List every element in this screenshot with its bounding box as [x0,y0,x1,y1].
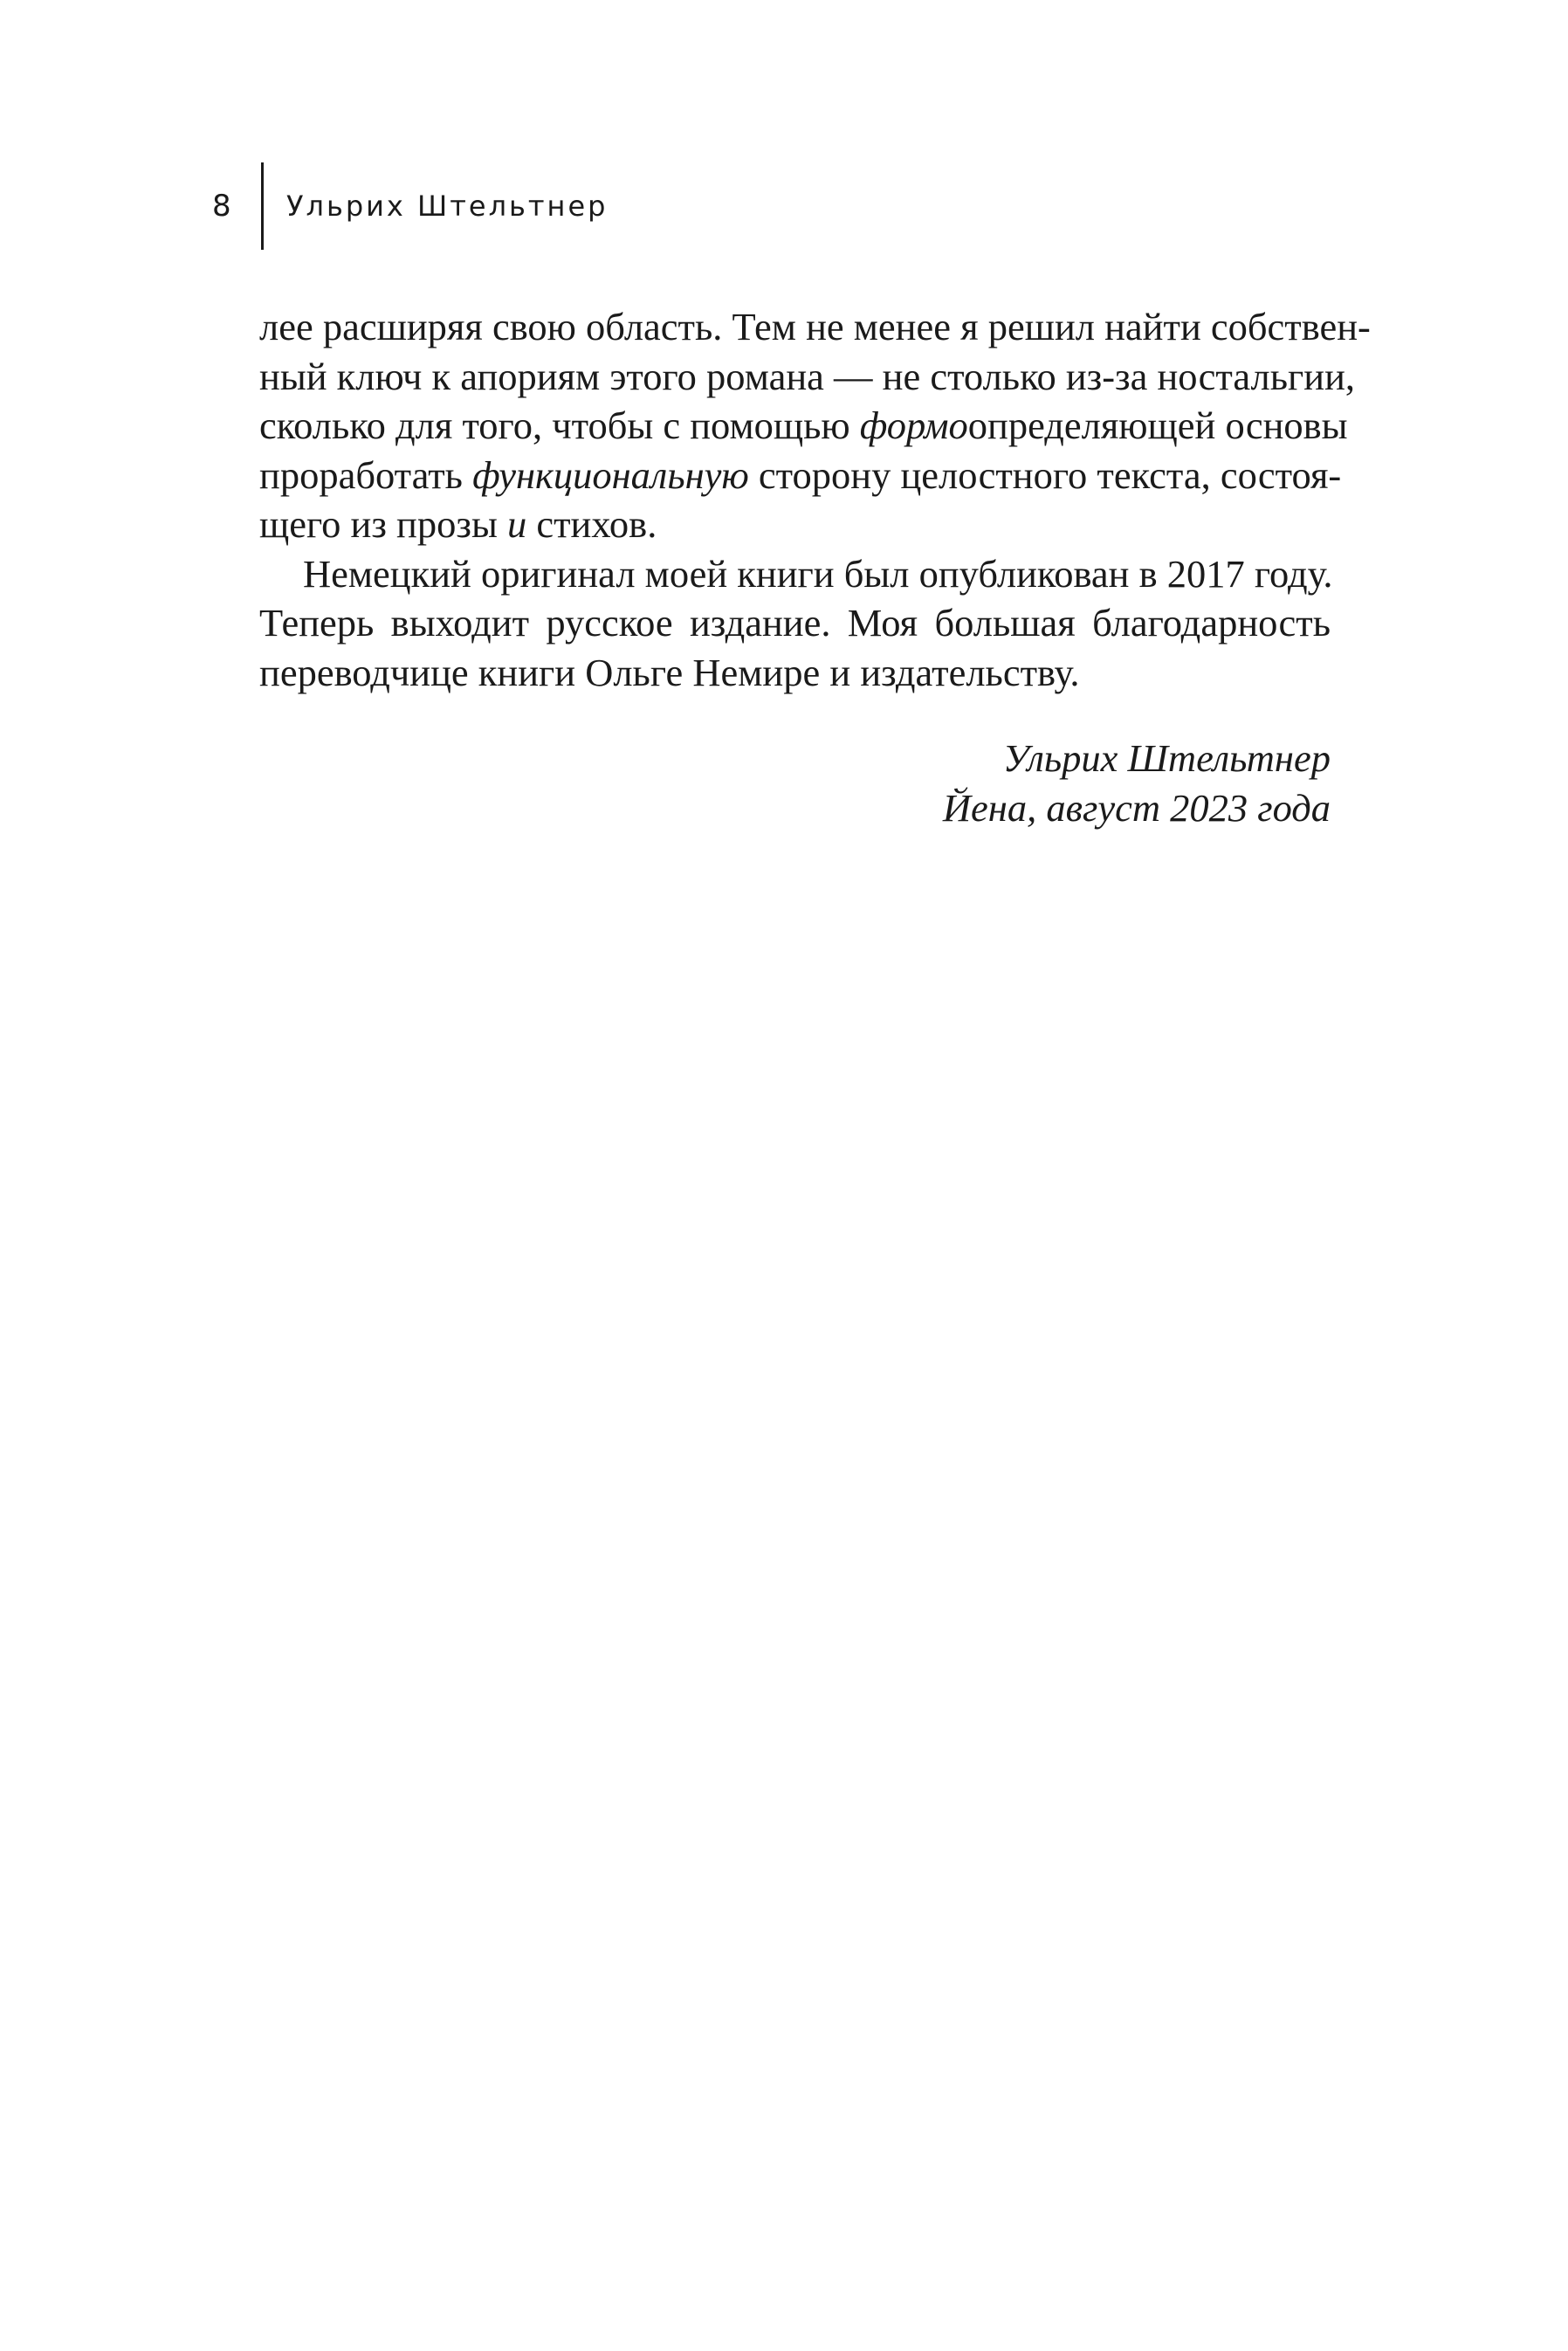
signature [943,734,1331,832]
header-divider [261,162,264,250]
text-line: проработать функциональную сторону целостного текста, состоя- [259,452,1342,497]
text-line: переводчице книги Ольге Немире и издательству. [259,650,1080,694]
emphasis: функциональную [472,452,749,497]
body-text [259,302,1371,697]
running-head [212,162,608,250]
text-line: Немецкий оригинал моей книги был опубликован в 2017 году. [303,551,1333,596]
running-title: Ульрих Штельтнер [286,190,609,223]
text-line: щего из прозы и стихов. [259,502,657,546]
text-line: ный ключ к апориям этого романа — не столько из-за ностальгии, [259,354,1356,398]
signature-place-date: Йена, август 2023 года [942,785,1331,830]
signature-author: Ульрих Штельтнер [1002,736,1331,780]
text-line: сколько для того, чтобы с помощью формоопределяющей основы [259,403,1348,447]
page-number: 8 [212,189,231,224]
emphasis: и [506,502,527,546]
text-line: лее расширяя свою область. Тем не менее я решил найти собствен- [259,305,1371,348]
emphasis: формо [859,403,968,447]
text-line: Теперь выходит русское издание. Моя большая благодарность [259,601,1331,645]
